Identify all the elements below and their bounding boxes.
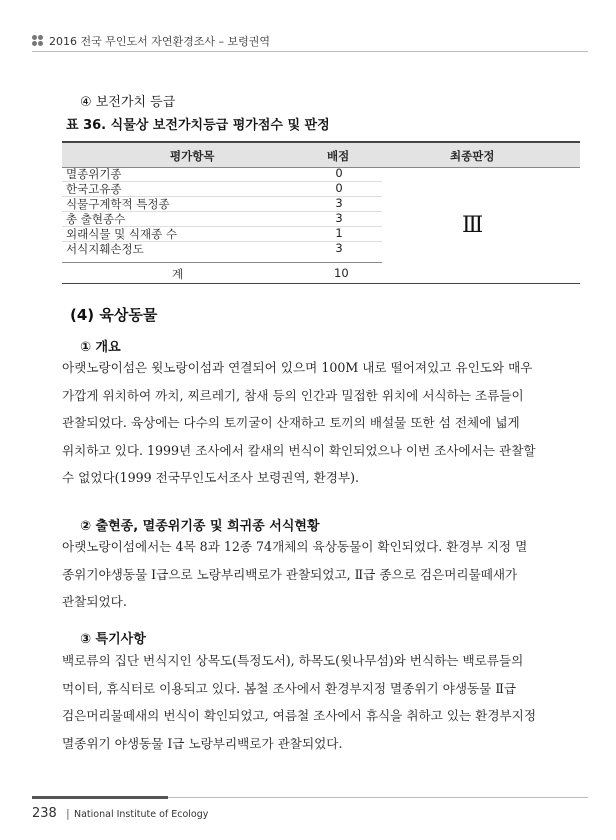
row-score: 0: [335, 181, 343, 195]
conservation-table: [62, 141, 580, 284]
row-score: 0: [335, 166, 343, 180]
paragraph-line: 관찰되었다.: [62, 594, 127, 609]
column-header-grade: 최종판정: [450, 149, 495, 163]
section-title: (4) 육상동물: [70, 306, 158, 324]
overview-paragraph: [62, 354, 555, 492]
total-score: 10: [334, 266, 349, 280]
total-label: 계: [172, 267, 184, 281]
row-item: 멸종위기종: [66, 167, 122, 181]
row-item: 총 출현종수: [66, 212, 126, 226]
row-score: 3: [335, 241, 343, 255]
subsection-heading-species: ② 출현종, 멸종위기종 및 희귀종 서식현황: [80, 519, 320, 534]
species-paragraph: [62, 533, 555, 616]
running-header: [32, 34, 588, 48]
footer-divider: [168, 797, 588, 798]
subsection-heading-overview: ① 개요: [80, 340, 121, 355]
paragraph-line: 수 없었다(1999 전국무인도서조사 보령권역, 환경부).: [62, 470, 360, 485]
footer-separator: |: [66, 807, 70, 820]
paragraph-line: 아랫노랑이섬은 윗노랑이섬과 연결되어 있으며 100M 내로 떨어져있고 유인도와 매우: [62, 360, 533, 375]
table-title: 표 36. 식물상 보전가치등급 평가점수 및 판정: [66, 118, 330, 133]
header-title: 2016 전국 무인도서 자연환경조사 – 보령권역: [49, 35, 270, 48]
row-item: 외래식물 및 식재종 수: [66, 227, 177, 241]
final-grade: Ⅲ: [462, 213, 485, 238]
table-row: [62, 211, 580, 227]
notes-paragraph: [62, 647, 555, 757]
table-row: [62, 241, 580, 257]
column-header-item: 평가항목: [170, 149, 215, 163]
total-divider: [62, 262, 382, 263]
paragraph-line: 관찰되었다. 육상에는 다수의 토끼굴이 산재하고 토끼의 배설물 또한 섬 전체에 넓게: [62, 415, 520, 430]
paragraph-line: 가깝게 위치하여 까치, 찌르레기, 참새 등의 인간과 밀접한 위치에 서식하는 조류들이: [62, 387, 524, 403]
header-divider: [32, 51, 588, 52]
table-row: [62, 226, 580, 242]
conservation-heading: ④ 보전가치 등급: [80, 95, 176, 110]
row-score: 3: [335, 211, 343, 225]
row-item: 한국고유종: [66, 182, 122, 196]
footer-accent-bar: [32, 796, 168, 799]
row-item: 서식지훼손정도: [66, 242, 144, 256]
bullet-dots-icon: [32, 35, 44, 47]
paragraph-line: 백로류의 집단 번식지인 상목도(특정도서), 하목도(윗나무섬)와 번식하는 백로류들의: [62, 653, 524, 668]
table-row: [62, 166, 580, 182]
paragraph-line: 위치하고 있다. 1999년 조사에서 칼새의 번식이 확인되었으나 이번 조사에서는 관찰할: [62, 442, 536, 458]
column-header-score: 배점: [327, 149, 350, 163]
paragraph-line: 검은머리물떼새의 번식이 확인되었고, 여름철 조사에서 휴식을 취하고 있는 환경부지정: [62, 708, 536, 723]
table-row: [62, 181, 580, 197]
paragraph-line: 먹이터, 휴식터로 이용되고 있다. 봄철 조사에서 환경부지정 멸종위기 야생동물 Ⅱ급: [62, 680, 517, 696]
table-row: [62, 196, 580, 212]
paragraph-line: 종위기야생동물 Ⅰ급으로 노랑부리백로가 관찰되었고, Ⅱ급 종으로 검은머리물떼새가: [62, 566, 518, 582]
row-score: 1: [335, 226, 343, 240]
paragraph-line: 멸종위기 야생동물 Ⅰ급 노랑부리백로가 관찰되었다.: [62, 735, 343, 751]
row-item: 식물구계학적 특정종: [66, 197, 170, 211]
table-header: [62, 141, 580, 168]
row-score: 3: [335, 196, 343, 210]
paragraph-line: 아랫노랑이섬에서는 4목 8과 12종 74개체의 육상동물이 확인되었다. 환경부 지정 멸: [62, 539, 528, 554]
footer-institution: National Institute of Ecology: [74, 809, 209, 820]
subsection-heading-notes: ③ 특기사항: [80, 632, 146, 647]
table-bottom-rule: [62, 283, 580, 284]
page-number: 238: [32, 806, 57, 821]
